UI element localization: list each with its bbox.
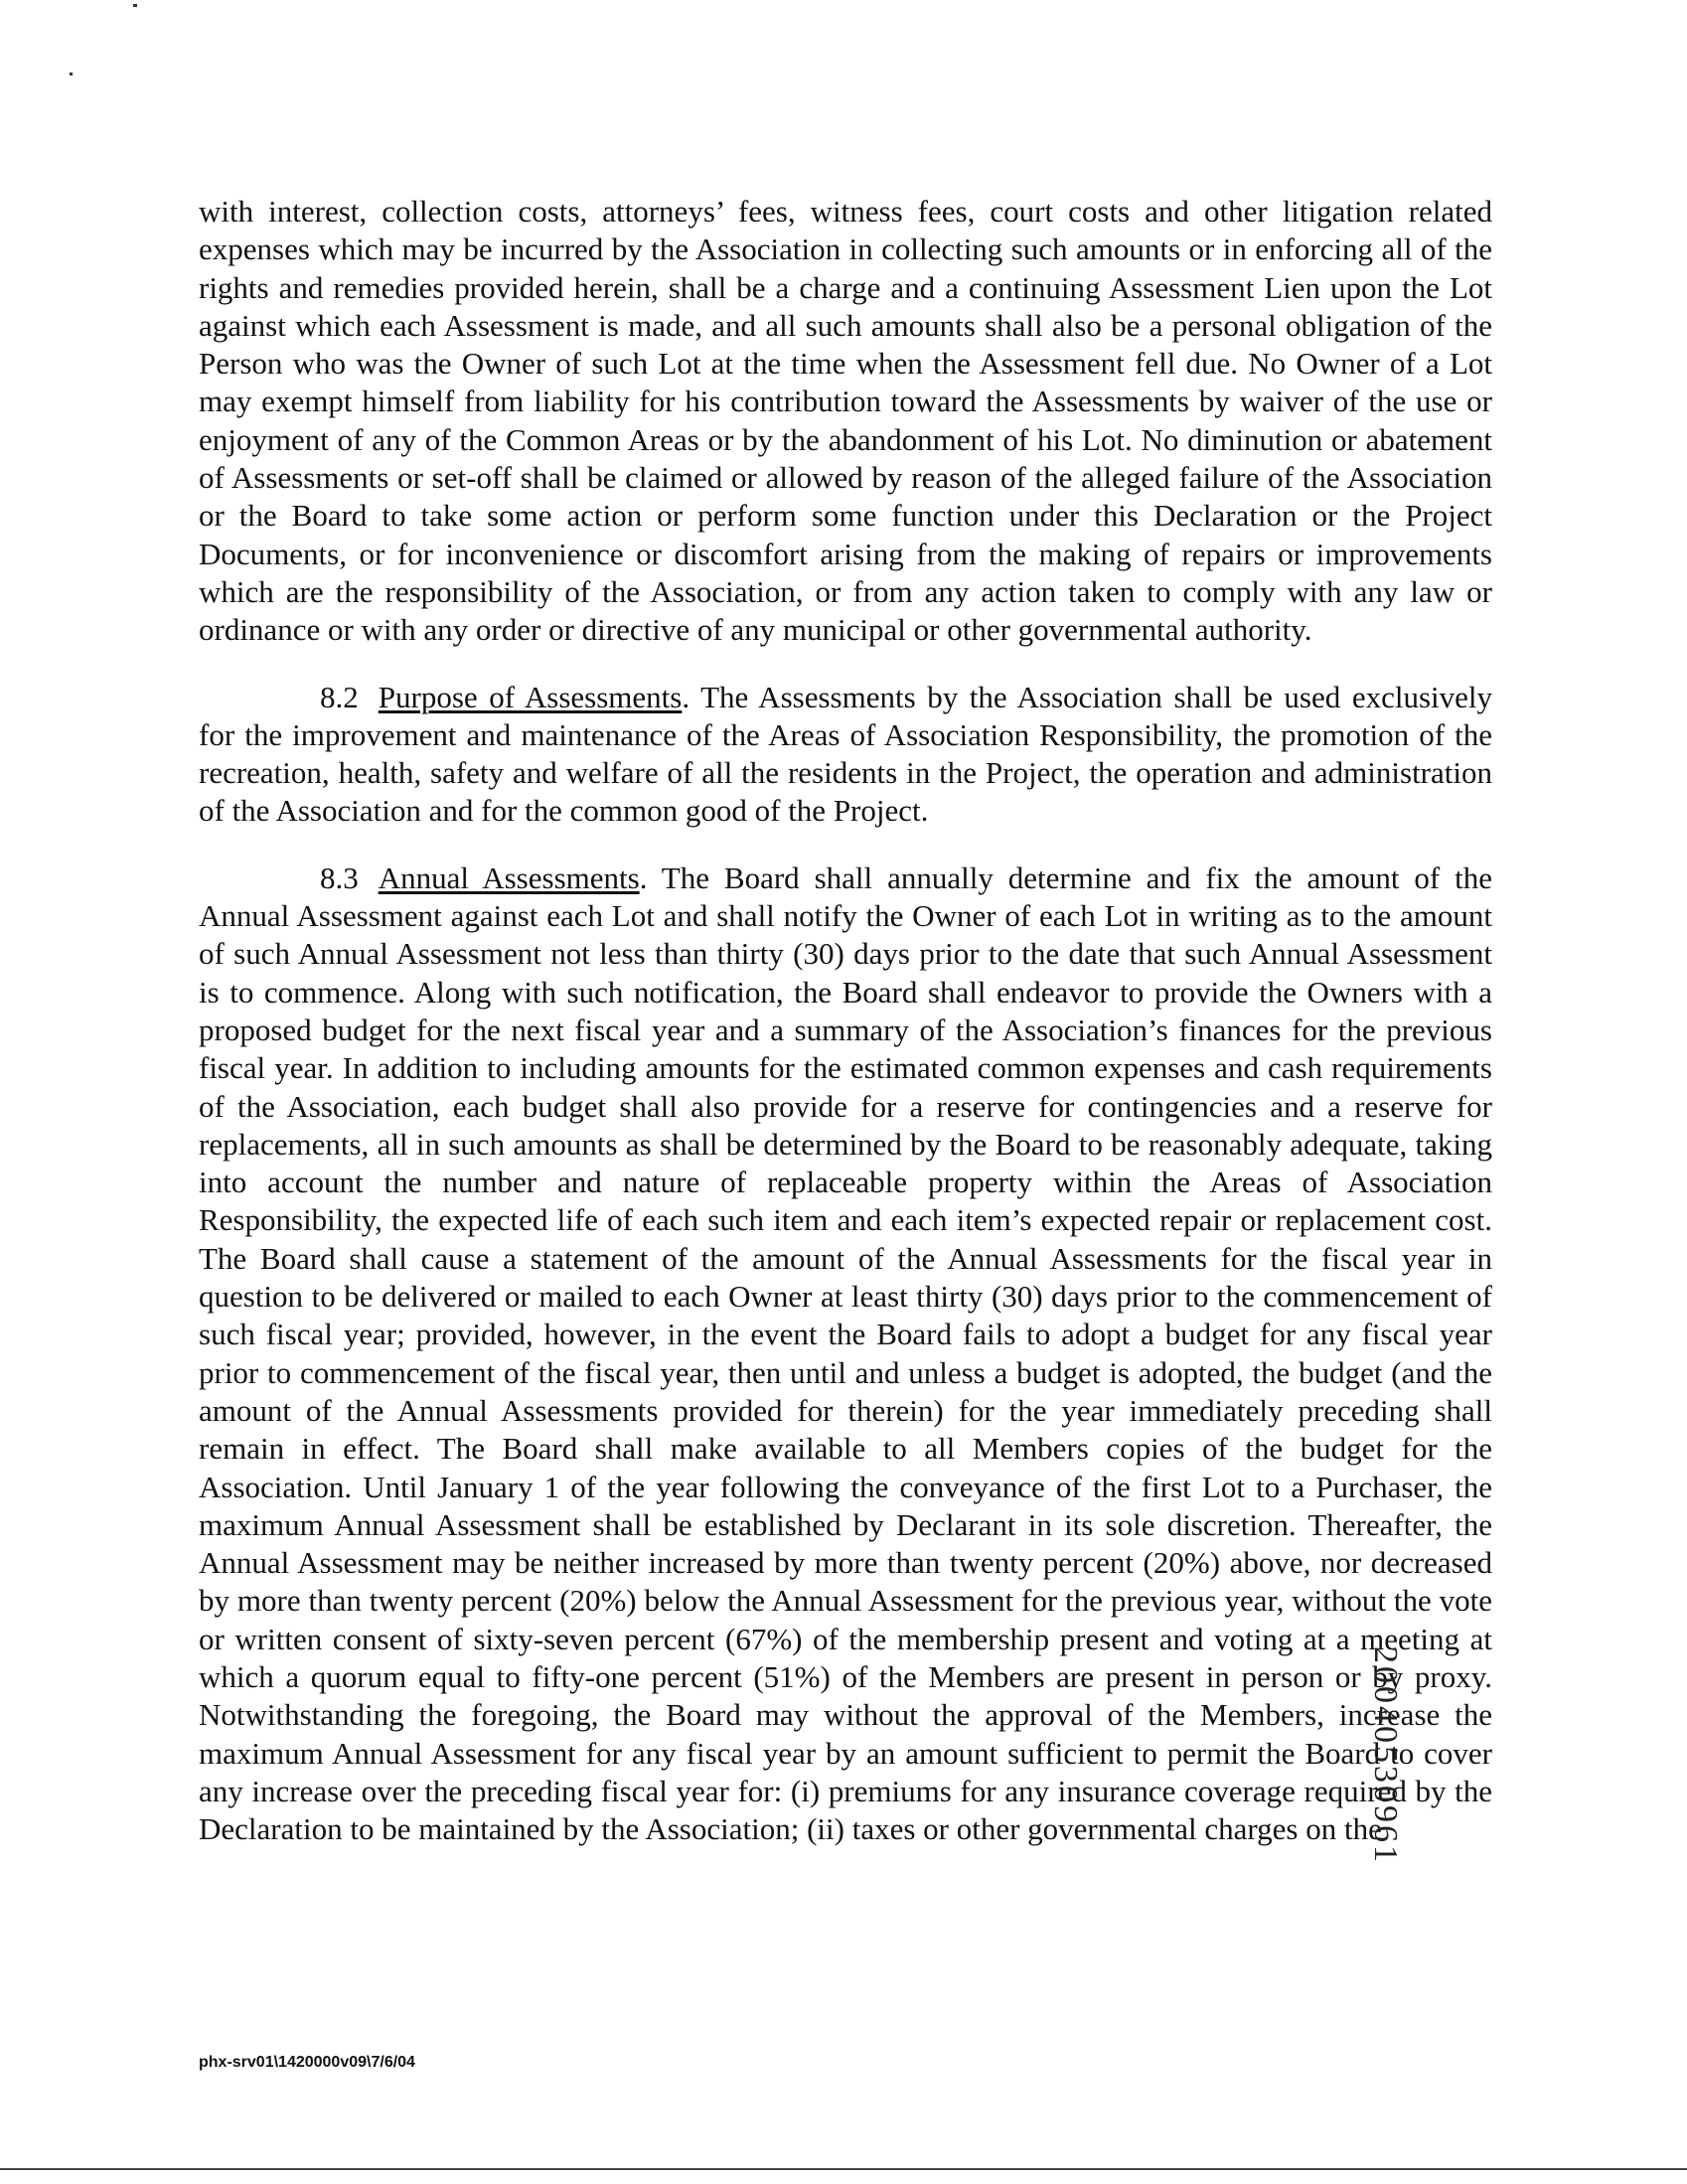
section-8-2 [199, 679, 1492, 831]
section-title: Purpose of Assessments [378, 679, 683, 714]
recording-number: 20040530961 [1367, 1646, 1404, 1865]
scan-speck [133, 4, 137, 7]
scan-edge-line [0, 2168, 1687, 2170]
continuation-paragraph: with interest, collection costs, attorneys’ fees, witness fees, court costs and other litigation related expenses which may be incurred by the Association in collecting such amounts or in enforcing all of the rights and remedies provided herein, shall be a charge and a continuing Assessment Lien upon the Lot against which each Assessment is made, and all such amounts shall also be a personal obligation of the Person who was the Owner of such Lot at the time when the Assessment fell due. No Owner of a Lot may exempt himself from liability for his contribution toward the Assessments by waiver of the use or enjoyment of any of the Common Areas or by the abandonment of his Lot. No diminution or abatement of Assessments or set-off shall be claimed or allowed by reason of the alleged failure of the Association or the Board to take some action or perform some function under this Declaration or the Project Documents, or for inconvenience or discomfort arising from the making of repairs or improvements which are the responsibility of the Association, or from any action taken to comply with any law or ordinance or with any order or directive of any municipal or other governmental authority. [199, 194, 1492, 648]
section-text: . The Assessments by the Association shall be used exclusively for the improvement and maintenance of the Areas of Association Responsibility, the promotion of the recreation, health, safety and welfare of all the residents in the Project, the operation and administration of the Association and for the common good of the Project. [199, 679, 1492, 829]
section-title: Annual Assessments [378, 859, 640, 895]
document-body [199, 193, 1492, 1848]
section-number: 8.2 [320, 679, 359, 714]
section-8-3 [199, 859, 1492, 1849]
footer-document-id: phx-srv01\1420000v09\7/6/04 [199, 2054, 415, 2071]
scan-speck [70, 73, 73, 76]
section-number: 8.3 [320, 859, 359, 895]
recording-number-stamp [1365, 1602, 1405, 1910]
section-text: . The Board shall annually determine and fix the amount of the Annual Assessment against each Lot and shall notify the Owner of each Lot in writing as to the amount of such Annual Assessment not less than thirty (30) days prior to the date that such Annual Assessment is to commence. Along with such notification, the Board shall endeavor to provide the Owners with a proposed budget for the next fiscal year and a summary of the Association’s finances for the previous fiscal year. In addition to including amounts for the estimated common expenses and cash requirements of the Association, each budget shall also provide for a reserve for contingencies and a reserve for replacements, all in such amounts as shall be determined by the Board to be reasonably adequate, taking into account the number and nature of replaceable property within the Areas of Association Responsibility, the expected life of each such item and each item’s expected repair or replacement cost. The Board shall cause a statement of the amount of the Annual Assessments for the fiscal year in question to be delivered or mailed to each Owner at least thirty (30) days prior to the commencement of such fiscal year; provided, however, in the event the Board fails to adopt a budget for any fiscal year prior to commencement of the fiscal year, then until and unless a budget is adopted, the budget (and the amount of the Annual Assessments provided for therein) for the year immediately preceding shall remain in effect. The Board shall make available to all Members copies of the budget for the Association. Until January 1 of the year following the conveyance of the first Lot to a Purchaser, the maximum Annual Assessment shall be established by Declarant in its sole discretion. Thereafter, the Annual Assessment may be neither increased by more than twenty percent (20%) above, nor decreased by more than twenty percent (20%) below the Annual Assessment for the previous year, without the vote or written consent of sixty-seven percent (67%) of the membership present and voting at a meeting at which a quorum equal to fifty-one percent (51%) of the Members are present in person or by proxy. Notwithstanding the foregoing, the Board may without the approval of the Members, increase the maximum Annual Assessment for any fiscal year by an amount sufficient to permit the Board to cover any increase over the preceding fiscal year for: (i) premiums for any insurance coverage required by the Declaration to be maintained by the Association; (ii) taxes or other governmental charges on the [199, 859, 1493, 1847]
